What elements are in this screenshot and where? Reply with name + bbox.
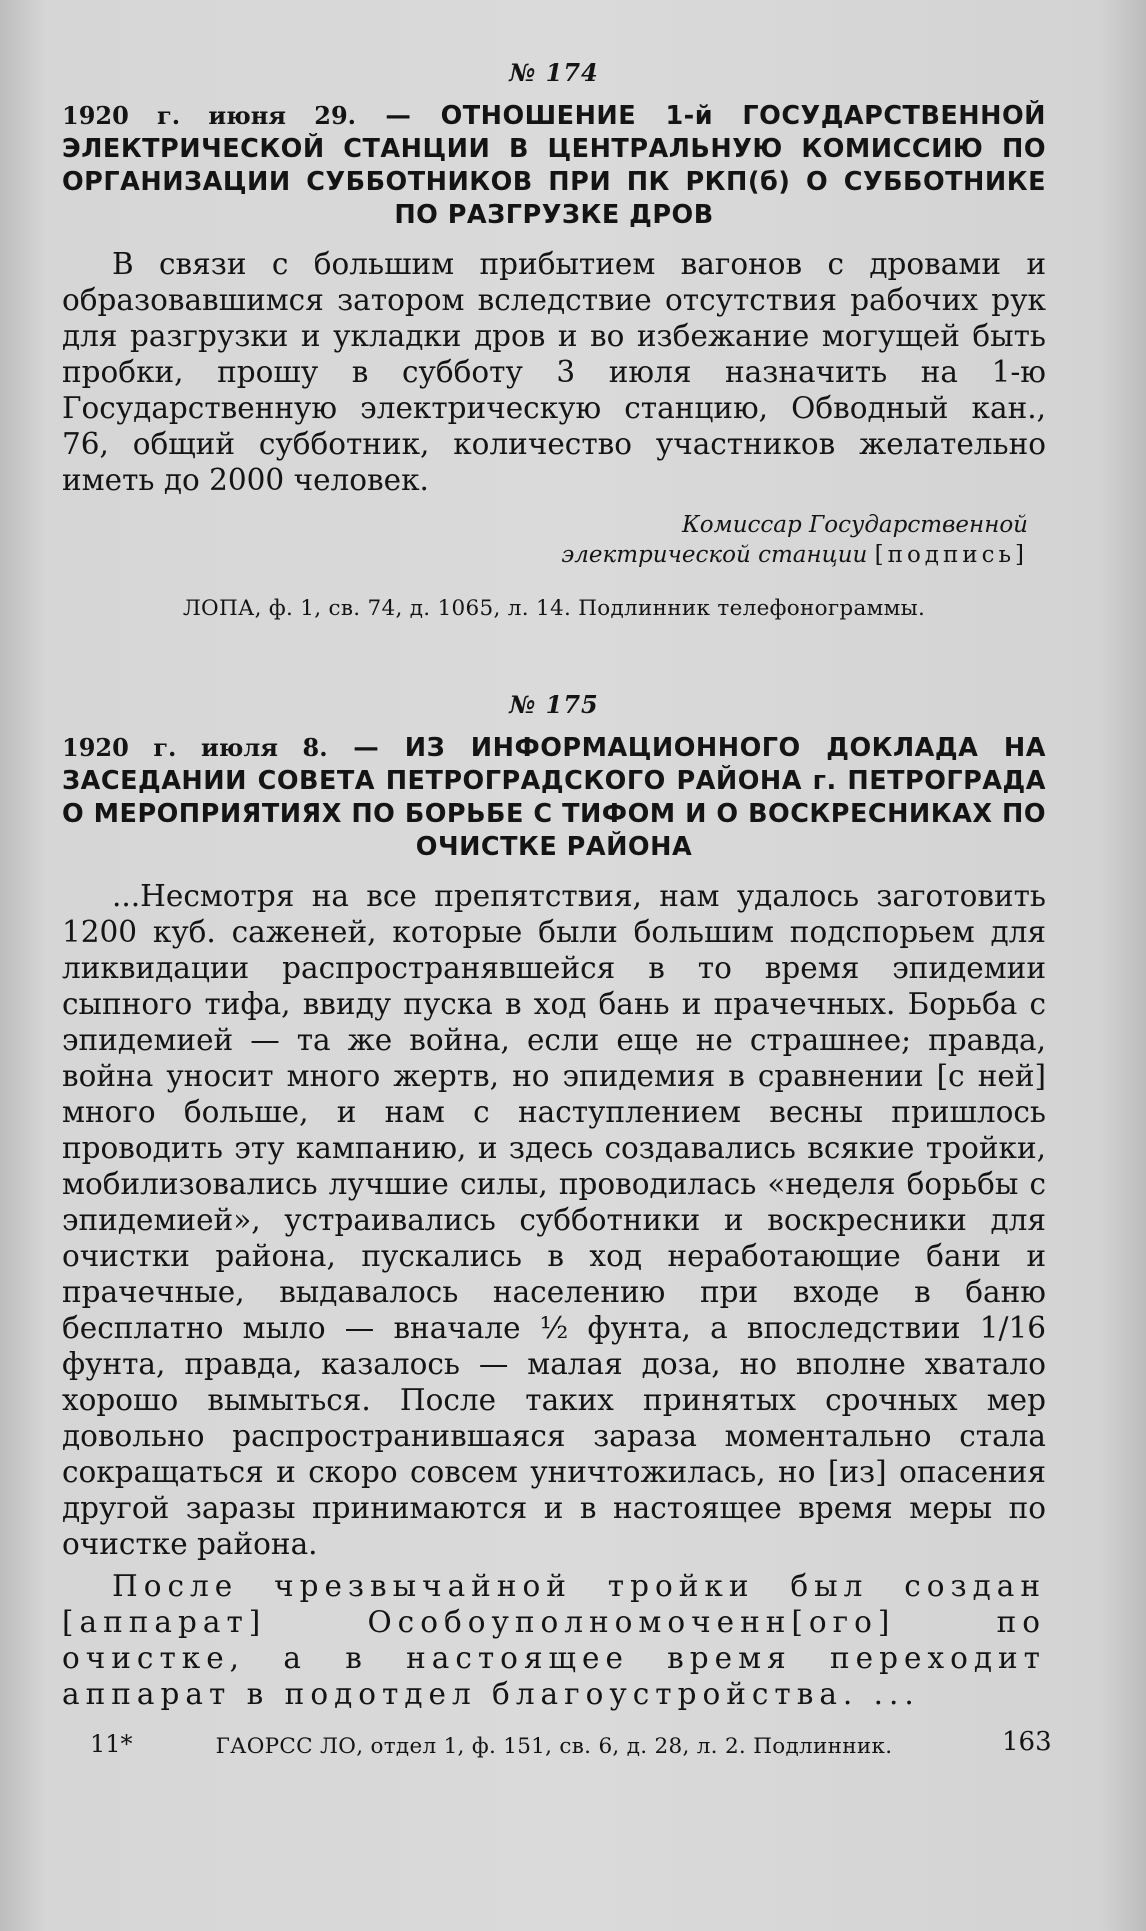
document-paragraph-2: После чрезвычайной тройки был создан [аппарат] Особоуполномоченн[ого] по очистке, а в настоящее время переходит аппарат в подотдел благоустройства. ... [62,1569,1046,1711]
document-heading [62,731,1046,864]
document-date: 1920 г. июня 29. [62,101,357,130]
signature-mark: 11* [90,1730,133,1758]
document-175 [62,690,1046,1759]
document-body: В связи с большим прибытием вагонов с дровами и образовавшимся затором вследствие отсутствия рабочих рук для разгрузки и укладки дров и во избежание могущей быть пробки, прошу в субботу 3 июля назначить на 1-ю Государственную электрическую станцию, Обводный кан., 76, общий субботник, количество участников желательно иметь до 2000 человек. [62,247,1046,497]
document-number: № 174 [509,58,599,87]
archive-source: ГАОРСС ЛО, отдел 1, ф. 151, св. 6, д. 28, л. 2. Подлинник. [215,1734,893,1759]
signature-note: [подпись] [874,542,1028,568]
document-number: № 175 [509,690,599,719]
signature-line-2: электрической станции [561,542,868,568]
document-174 [62,58,1046,621]
document-heading [62,99,1046,232]
archive-source: ЛОПА, ф. 1, св. 74, д. 1065, л. 14. Подлинник телефонограммы. [182,596,926,621]
signature-line-1: Комиссар Государственной [682,512,1028,538]
document-title: — ОТНОШЕНИЕ 1-й ГОСУДАРСТВЕННОЙ ЭЛЕКТРИЧЕСКОЙ СТАНЦИИ В ЦЕНТРАЛЬНУЮ КОМИССИЮ ПО ОРГАНИЗАЦИИ СУББОТНИКОВ ПРИ ПК РКП(б) О СУББОТНИКЕ ПО РАЗГРУЗКЕ ДРОВ [62,101,1046,230]
document-date: 1920 г. июля 8. [62,733,328,762]
page-number: 163 [1002,1727,1052,1757]
document-title: — ИЗ ИНФОРМАЦИОННОГО ДОКЛАДА НА ЗАСЕДАНИИ СОВЕТА ПЕТРОГРАДСКОГО РАЙОНА г. ПЕТРОГРАДА О МЕРОПРИЯТИЯХ ПО БОРЬБЕ С ТИФОМ И О ВОСКРЕСНИКАХ ПО ОЧИСТКЕ РАЙОНА [62,733,1046,862]
signature-block [62,510,1046,570]
document-paragraph-1: ...Несмотря на все препятствия, нам удалось заготовить 1200 куб. саженей, которые были большим подспорьем для ликвидации распространявшейся в то время эпидемии сыпного тифа, ввиду пуска в ход бань и прачечных. Борьба с эпидемией — та же война, если еще не страшнее; правда, война уносит много жертв, но эпидемия в сравнении [с ней] много больше, и нам с наступлением весны пришлось проводить эту кампанию, и здесь создавались всякие тройки, мобилизовались лучшие силы, проводилась «неделя борьбы с эпидемией», устраивались субботники и воскресники для очистки района, пускались в ход неработающие бани и прачечные, выдавалось населению при входе в баню бесплатно мыло — вначале ½ фунта, а впоследствии 1/16 фунта, правда, казалось — малая доза, но вполне хватало хорошо вымыться. После таких принятых срочных мер довольно распространившаяся зараза моментально стала сокращаться и скоро совсем уничтожилась, но [из] опасения другой заразы принимаются и в настоящее время меры по очистке района. [62,879,1046,1561]
